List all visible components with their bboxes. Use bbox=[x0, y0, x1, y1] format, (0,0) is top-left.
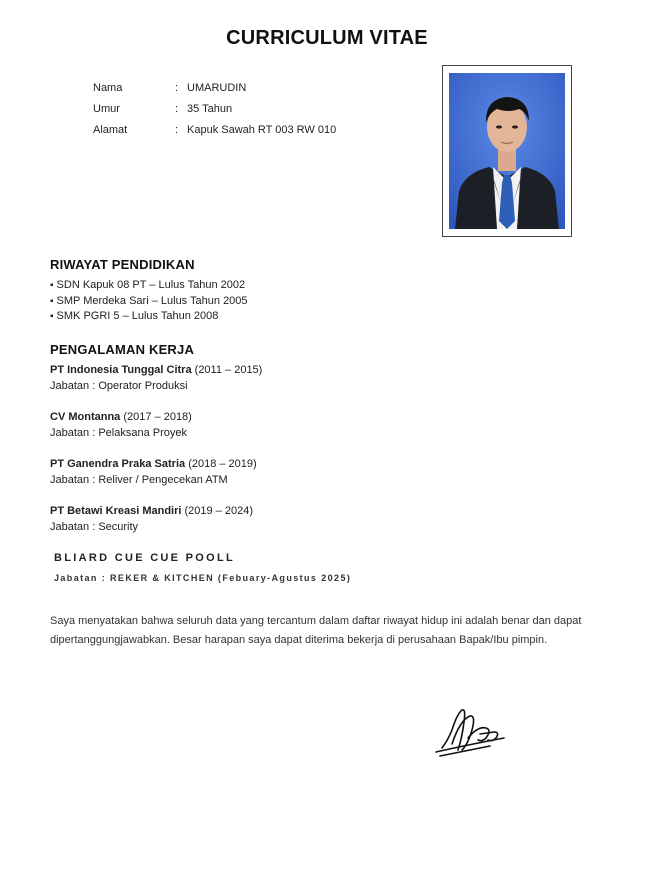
education-section bbox=[50, 257, 248, 325]
job-period: (2018 – 2019) bbox=[188, 458, 257, 470]
job-company: PT Indonesia Tunggal Citra bbox=[50, 364, 192, 376]
age-label: Umur bbox=[93, 102, 120, 115]
job-period: (2011 – 2015) bbox=[194, 364, 263, 376]
page-title: CURRICULUM VITAE bbox=[226, 27, 428, 49]
education-title: RIWAYAT PENDIDIKAN bbox=[50, 257, 195, 272]
list-item: ▪ SMK PGRI 5 – Lulus Tahun 2008 bbox=[50, 309, 248, 325]
personal-row-address bbox=[93, 119, 336, 140]
personal-row-name bbox=[93, 77, 336, 98]
age-colon: : bbox=[175, 102, 179, 115]
address-value: Kapuk Sawah RT 003 RW 010 bbox=[187, 123, 337, 136]
personal-row-age bbox=[93, 98, 336, 119]
extra-experience bbox=[54, 552, 351, 583]
extra-company: BLIARD CUE CUE POOLL bbox=[54, 552, 236, 564]
job-company: PT Ganendra Praka Satria bbox=[50, 458, 186, 470]
signature bbox=[432, 700, 508, 762]
job-entry bbox=[50, 410, 262, 441]
personal-info bbox=[93, 77, 336, 140]
job-period: (2019 – 2024) bbox=[184, 505, 253, 517]
job-position: Jabatan : Security bbox=[50, 520, 139, 533]
education-list bbox=[50, 278, 248, 325]
name-colon: : bbox=[175, 81, 179, 94]
job-entry bbox=[50, 504, 262, 535]
job-position: Jabatan : Operator Produksi bbox=[50, 379, 188, 392]
job-position: Jabatan : Pelaksana Proyek bbox=[50, 426, 187, 439]
address-colon: : bbox=[175, 123, 179, 136]
name-label: Nama bbox=[93, 81, 123, 94]
job-company: PT Betawi Kreasi Mandiri bbox=[50, 505, 182, 517]
job-entry bbox=[50, 457, 262, 488]
extra-position: Jabatan : REKER & KITCHEN (Febuary-Agustus 2025) bbox=[54, 573, 352, 583]
age-value: 35 Tahun bbox=[187, 102, 233, 115]
job-position: Jabatan : Reliver / Pengecekan ATM bbox=[50, 473, 228, 486]
experience-section bbox=[50, 342, 262, 535]
list-item: ▪ SMP Merdeka Sari – Lulus Tahun 2005 bbox=[50, 294, 248, 310]
name-value: UMARUDIN bbox=[187, 81, 247, 94]
experience-title: PENGALAMAN KERJA bbox=[50, 342, 195, 357]
closing-statement: Saya menyatakan bahwa seluruh data yang tercantum dalam daftar riwayat hidup ini adalah benar dan dapat dipertanggungjawabkan. Besar harapan saya dapat diterima bekerja di perusahaan Bapak/Ibu pimpin. bbox=[50, 615, 582, 646]
profile-photo-frame bbox=[442, 65, 572, 237]
list-item: ▪ SDN Kapuk 08 PT – Lulus Tahun 2002 bbox=[50, 278, 248, 294]
job-entry bbox=[50, 363, 262, 394]
profile-photo bbox=[449, 73, 565, 229]
address-label: Alamat bbox=[93, 123, 128, 136]
job-period: (2017 – 2018) bbox=[123, 411, 192, 423]
job-company: CV Montanna bbox=[50, 411, 121, 423]
